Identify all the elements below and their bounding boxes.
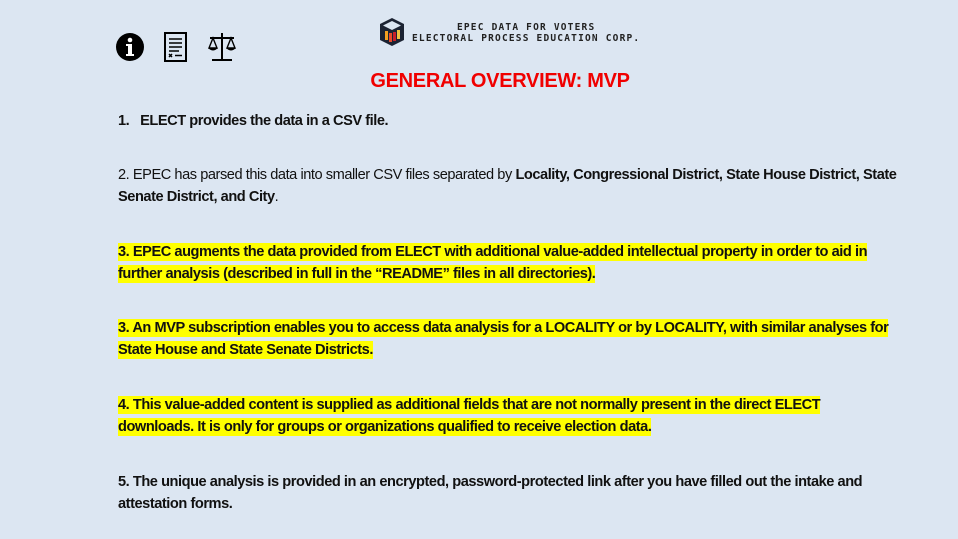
logo-line1: EPEC DATA FOR VOTERS — [456, 22, 596, 33]
scales-icon[interactable] — [206, 32, 238, 67]
item-3 — [118, 241, 898, 285]
item-2-text: 2. EPEC has parsed this data into smaller CSV files separated by — [118, 167, 516, 183]
item-2 — [118, 164, 898, 208]
document-icon[interactable] — [164, 32, 188, 67]
item-1: 1. ELECT provides the data in a CSV file. — [118, 113, 389, 129]
item-3-text: 3. EPEC augments the data provided from ELECT with additional value-added intellectual property in order to aid in further analysis (described in full in the “README” files in all directories). — [118, 244, 868, 282]
item-4-text: 4. This value-added content is supplied as additional fields that are not normally present in the direct ELECT downloads. It is only for groups or organizations qualified to receive election data. — [118, 397, 821, 435]
item-2-end: . — [274, 189, 279, 205]
item-3b — [118, 317, 898, 361]
info-icon[interactable] — [115, 32, 145, 67]
item-3b-text: 3. An MVP subscription enables you to access data analysis for a LOCALITY or by LOCALITY, with similar analyses for State House and State Senate Districts. — [118, 320, 889, 358]
logo-text — [412, 22, 640, 44]
item-2-bold: Locality, Congressional District, State House District, State Senate District, and City — [118, 167, 897, 205]
item-4 — [118, 394, 898, 438]
item-5: 5. The unique analysis is provided in an encrypted, password-protected link after you have filled out the intake and attestation forms. — [118, 474, 863, 512]
page-title: GENERAL OVERVIEW: MVP — [370, 70, 630, 92]
epec-logo-icon — [378, 17, 406, 52]
logo-line2: ELECTORAL PROCESS EDUCATION CORP. — [412, 33, 641, 44]
